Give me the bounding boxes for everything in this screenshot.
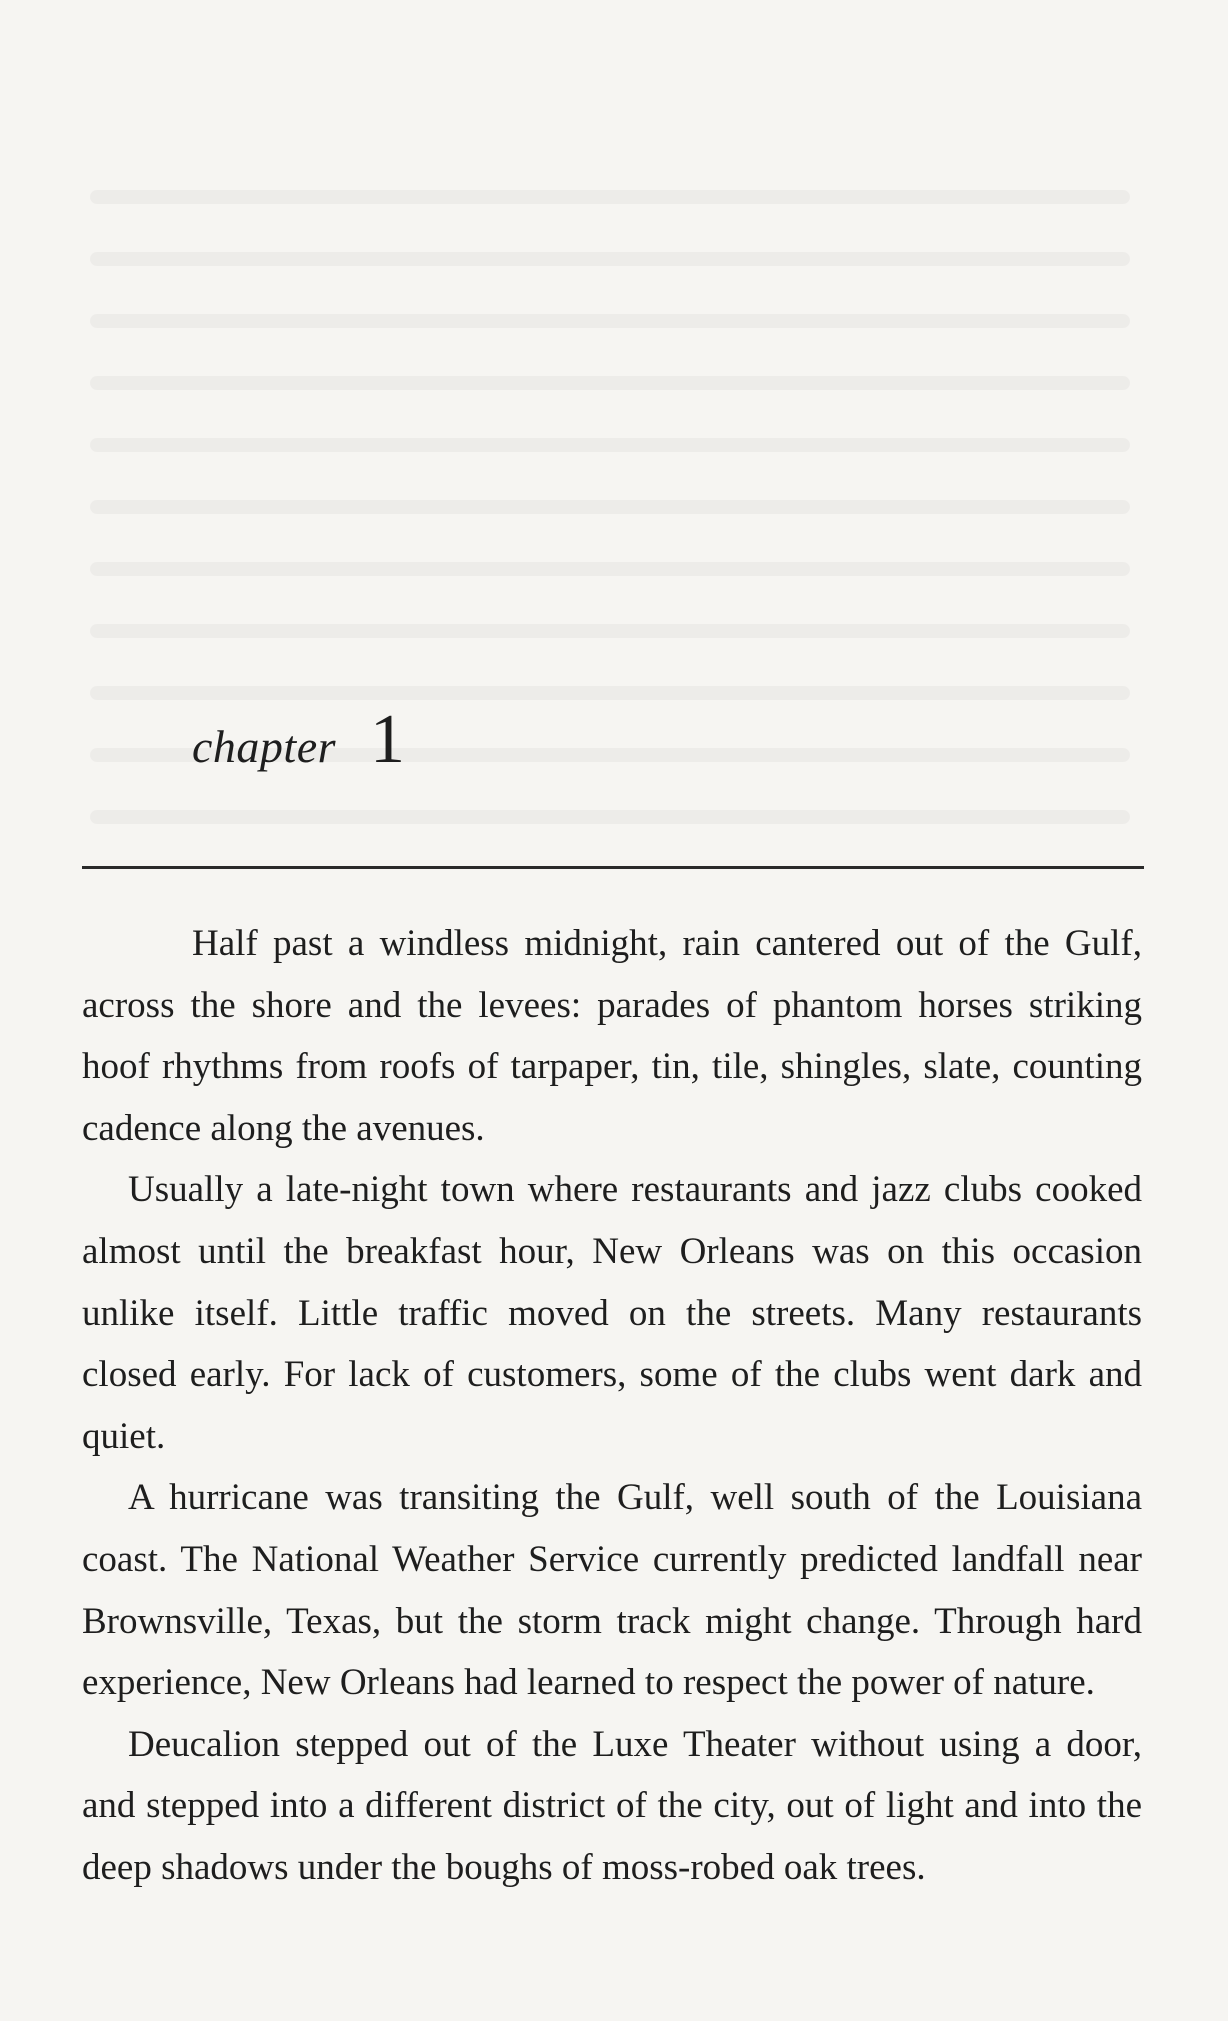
show-through-line: [90, 686, 1130, 700]
paragraph: A hurricane was transiting the Gulf, well south of the Louisiana coast. The National Weather Service currently predicted landfall near Brownsville, Texas, but the storm track might change. Through hard experience, New Orleans had learned to respect the power of nature.: [82, 1477, 1142, 1704]
show-through-line: [90, 314, 1130, 328]
paragraph: Half past a windless midnight, rain cantered out of the Gulf, across the shore and the levees: parades of phantom horses striking hoof rhythms from roofs of tarpaper, tin, tile, shingles, slate, counting cadence along the avenues.: [82, 923, 1142, 1149]
paragraph: Deucalion stepped out of the Luxe Theater without using a door, and stepped into a different district of the city, out of light and into the deep shadows under the boughs of moss-robed oak trees.: [82, 1723, 1142, 1888]
show-through-line: [90, 252, 1130, 266]
show-through-line: [90, 190, 1130, 204]
show-through-line: [90, 500, 1130, 514]
paragraph: Usually a late-night town where restaurants and jazz clubs cooked almost until the breakfast hour, New Orleans was on this occasion unlike itself. Little traffic moved on the streets. Many restaurants closed early. For lack of customers, some of the clubs went dark and quiet.: [82, 1169, 1142, 1457]
chapter-divider: [82, 866, 1144, 869]
show-through-line: [90, 810, 1130, 824]
show-through-line: [90, 438, 1130, 452]
show-through-line: [90, 562, 1130, 576]
show-through-line: [90, 376, 1130, 390]
chapter-label: chapter: [192, 721, 337, 772]
show-through-line: [90, 624, 1130, 638]
chapter-number: 1: [370, 701, 406, 778]
chapter-heading: [192, 700, 405, 790]
chapter-body: [82, 913, 1142, 1899]
